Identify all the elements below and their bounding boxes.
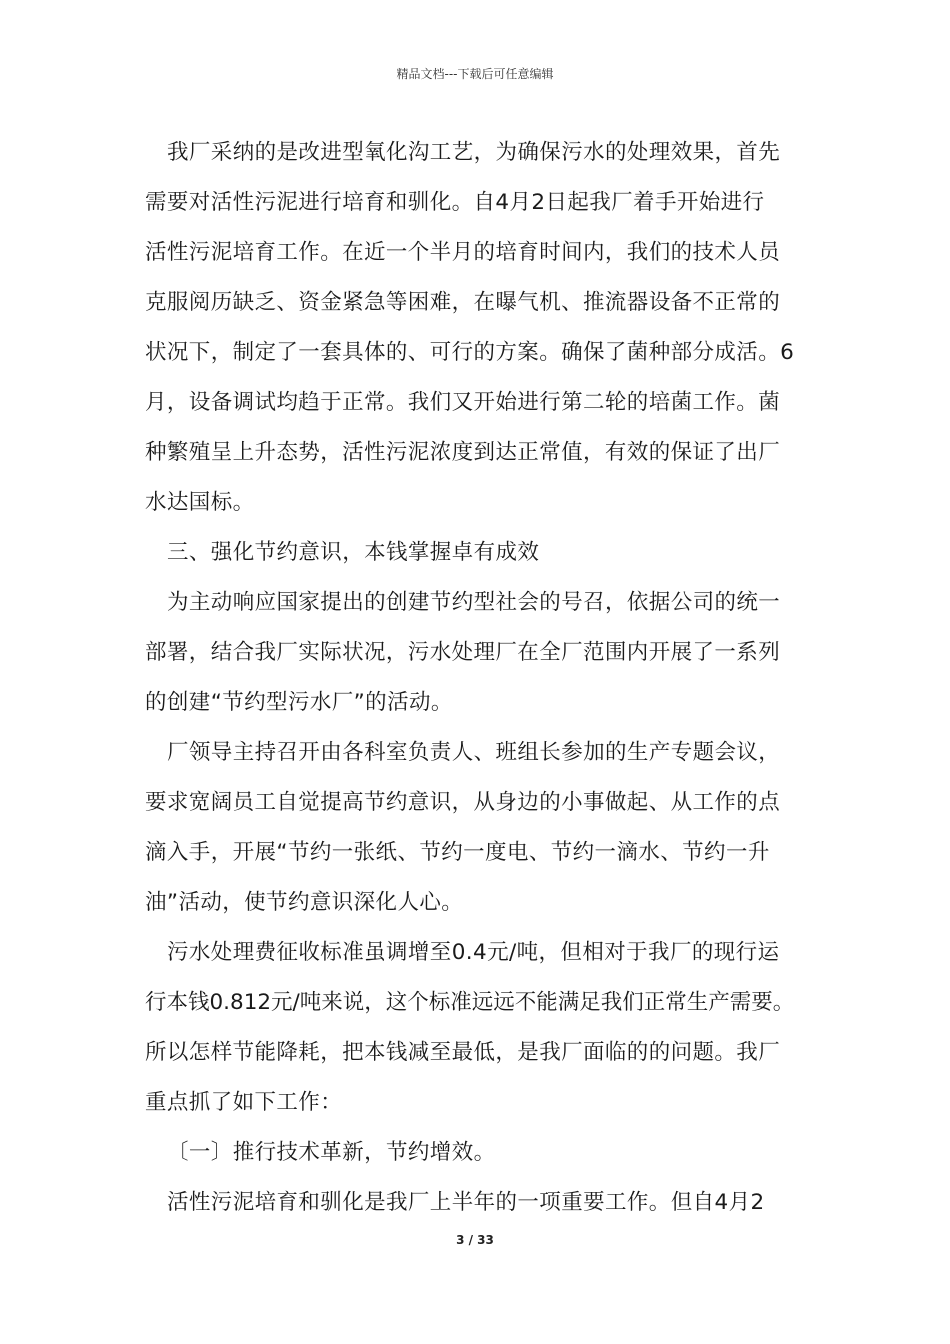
paragraph-line: 活性污泥培育和驯化是我厂上半年的一项重要工作。但自4月2 (167, 1190, 765, 1215)
paragraph-line: 为主动响应国家提出的创建节约型社会的号召，依据公司的统一 (167, 590, 781, 615)
paragraph-line: 滴入手，开展“节约一张纸、节约一度电、节约一滴水、节约一升 (145, 840, 770, 865)
paragraph-line: 重点抓了如下工作： (145, 1090, 343, 1115)
paragraph-line: 活性污泥培育工作。在近一个半月的培育时间内，我们的技术人员 (145, 240, 781, 265)
paragraph-line: 要求宽阔员工自觉提高节约意识，从身边的小事做起、从工作的点 (145, 790, 781, 815)
paragraph-line: 克服阅历缺乏、资金紧急等困难，在曝气机、推流器设备不正常的 (145, 290, 781, 315)
paragraph-line: 水达国标。 (145, 490, 255, 515)
paragraph-line: 月，设备调试均趋于正常。我们又开始进行第二轮的培菌工作。菌 (145, 390, 781, 415)
paragraph-line: 种繁殖呈上升态势，活性污泥浓度到达正常值，有效的保证了出厂 (145, 440, 781, 465)
paragraph-line: 行本钱0.812元/吨来说，这个标准远远不能满足我们正常生产需要。 (145, 990, 795, 1015)
page-header: 精品文档---下载后可任意编辑 (396, 67, 554, 81)
paragraph-line: 部署，结合我厂实际状况，污水处理厂在全厂范围内开展了一系列 (145, 640, 781, 665)
paragraph-line: 污水处理费征收标准虽调增至0.4元/吨，但相对于我厂的现行运 (167, 940, 780, 965)
paragraph-line: 油”活动，使节约意识深化人心。 (145, 890, 464, 915)
paragraph-line: 厂领导主持召开由各科室负责人、班组长参加的生产专题会议， (167, 740, 781, 765)
paragraph-line: 我厂采纳的是改进型氧化沟工艺，为确保污水的处理效果，首先 (167, 140, 781, 165)
paragraph-line: 的创建“节约型污水厂”的活动。 (145, 690, 453, 715)
paragraph-line: 所以怎样节能降耗，把本钱减至最低，是我厂面临的的问题。我厂 (145, 1040, 781, 1065)
section-heading: 三、强化节约意识，本钱掌握卓有成效 (167, 540, 540, 565)
paragraph-line: 状况下，制定了一套具体的、可行的方案。确保了菌种部分成活。6 (145, 340, 795, 365)
page-number: 3 / 33 (456, 1233, 494, 1247)
document-body (145, 128, 810, 1228)
paragraph-line: 需要对活性污泥进行培育和驯化。自4月2日起我厂着手开始进行 (145, 190, 765, 215)
subsection-heading: 〔一〕推行技术革新，节约增效。 (167, 1140, 496, 1165)
